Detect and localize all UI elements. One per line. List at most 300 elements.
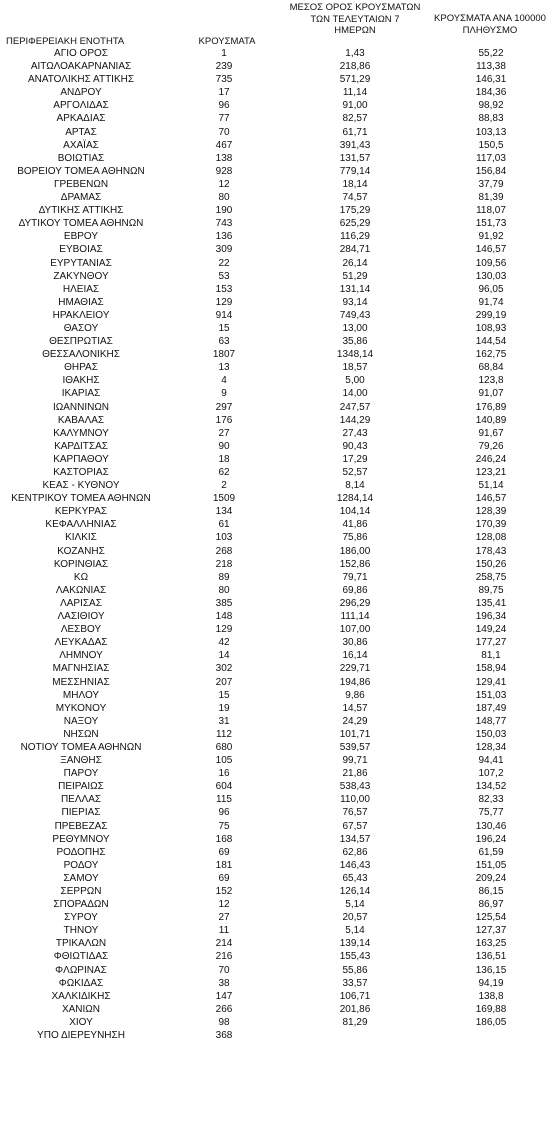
per100k-cell: 127,37: [475, 925, 507, 937]
table-row: [0, 1029, 557, 1042]
avg-cell: 67,57: [342, 820, 368, 832]
cases-cell: 928: [215, 165, 233, 177]
cases-cell: 214: [215, 938, 233, 950]
region-cell: ΝΑΞΟΥ: [63, 715, 99, 727]
cases-cell: 62: [218, 467, 230, 478]
cases-cell: 70: [218, 964, 230, 976]
per100k-cell: 299,19: [475, 309, 507, 321]
region-cell: ΣΕΡΡΩΝ: [60, 886, 102, 897]
region-cell: ΒΟΡΕΙΟΥ ΤΟΜΕΑ ΑΘΗΝΩΝ: [17, 165, 145, 177]
per100k-cell: 258,75: [475, 571, 507, 583]
cases-cell: 61: [218, 519, 230, 531]
table-row: [0, 820, 557, 833]
table-row: [0, 872, 557, 885]
region-cell: ΚΑΡΠΑΘΟΥ: [53, 453, 109, 465]
table-row: [0, 754, 557, 767]
avg-cell: 296,29: [339, 597, 371, 609]
per100k-cell: 88,83: [478, 113, 504, 125]
region-cell: ΚΕΦΑΛΛΗΝΙΑΣ: [45, 519, 117, 531]
table-row: [0, 152, 557, 165]
table-row: [0, 833, 557, 846]
region-cell: ΒΟΙΩΤΙΑΣ: [57, 152, 105, 164]
cases-cell: 138: [215, 152, 233, 164]
table-row: [0, 702, 557, 715]
region-cell: ΜΕΣΣΗΝΙΑΣ: [52, 676, 110, 688]
region-cell: ΠΕΛΛΑΣ: [60, 794, 102, 806]
per100k-cell: 146,31: [475, 74, 507, 86]
region-cell: ΑΧΑΪΑΣ: [63, 139, 99, 151]
region-cell: ΣΑΜΟΥ: [63, 872, 99, 884]
cases-cell: 96: [218, 807, 230, 819]
cases-cell: 735: [215, 74, 233, 86]
table-row: [0, 1016, 557, 1029]
avg-cell: 35,86: [342, 336, 368, 348]
per100k-cell: 91,67: [478, 427, 504, 439]
avg-cell: 11,14: [342, 87, 368, 99]
per100k-cell: 138,8: [478, 990, 504, 1002]
avg-cell: 69,86: [342, 584, 368, 596]
region-cell: ΜΗΛΟΥ: [62, 689, 100, 701]
avg-cell: 175,29: [339, 205, 371, 217]
avg-cell: 144,29: [339, 414, 371, 426]
region-cell: ΚΩ: [73, 571, 89, 583]
region-cell: ΖΑΚΥΝΘΟΥ: [53, 270, 109, 282]
region-cell: ΗΡΑΚΛΕΙΟΥ: [52, 309, 110, 321]
region-cell: ΗΜΑΘΙΑΣ: [58, 296, 104, 308]
avg-cell: 139,14: [339, 938, 371, 950]
table-row: [0, 309, 557, 322]
avg-cell: 24,29: [342, 715, 368, 727]
table-row: [0, 518, 557, 531]
cases-cell: 27: [218, 427, 230, 439]
region-cell: ΚΑΡΔΙΤΣΑΣ: [54, 440, 108, 452]
table-row: [0, 204, 557, 217]
avg-cell: 1348,14: [336, 349, 374, 361]
region-cell: ΜΑΓΝΗΣΙΑΣ: [52, 663, 110, 675]
region-cell: ΑΙΤΩΛΟΑΚΑΡΝΑΝΙΑΣ: [30, 61, 132, 73]
per100k-cell: 94,41: [478, 755, 504, 767]
avg-cell: 5,14: [345, 925, 365, 937]
avg-cell: 101,71: [339, 728, 371, 740]
table-row: [0, 191, 557, 204]
table-row: [0, 479, 557, 492]
region-cell: ΑΡΓΟΛΙΔΑΣ: [53, 100, 109, 112]
per100k-cell: 123,8: [478, 375, 504, 387]
cases-cell: 136: [215, 231, 233, 243]
per100k-cell: 186,05: [475, 1016, 507, 1028]
per100k-cell: 51,14: [478, 480, 504, 492]
region-cell: ΦΩΚΙΔΑΣ: [58, 977, 104, 989]
table-row: [0, 322, 557, 335]
table-row: [0, 361, 557, 374]
region-cell: ΡΕΘΥΜΝΟΥ: [52, 833, 110, 845]
header-per100k-line-2: ΠΛΗΘΥΣΜΟ: [462, 24, 518, 36]
region-cell: ΚΑΣΤΟΡΙΑΣ: [53, 467, 109, 478]
cases-cell: 153: [215, 283, 233, 295]
region-cell: ΥΠΟ ΔΙΕΡΕΥΝΗΣΗ: [37, 1030, 125, 1042]
table-row: [0, 964, 557, 977]
header-cases: ΚΡΟΥΣΜΑΤΑ: [198, 36, 256, 47]
table-row: [0, 427, 557, 440]
avg-cell: 41,86: [342, 519, 368, 531]
region-cell: ΔΥΤΙΚΗΣ ΑΤΤΙΚΗΣ: [38, 205, 124, 217]
region-cell: ΧΑΛΚΙΔΙΚΗΣ: [51, 990, 111, 1002]
header-7day-average: [285, 2, 425, 37]
avg-cell: 539,57: [339, 741, 371, 753]
cases-cell: 98: [218, 1016, 230, 1028]
avg-cell: 111,14: [340, 611, 370, 623]
table-row: [0, 505, 557, 518]
avg-cell: 247,57: [339, 401, 371, 413]
avg-cell: 284,71: [339, 244, 371, 256]
table-row: [0, 846, 557, 859]
per100k-cell: 125,54: [475, 912, 507, 924]
cases-cell: 19: [218, 702, 230, 714]
region-cell: ΛΑΡΙΣΑΣ: [60, 597, 102, 609]
per100k-cell: 162,75: [475, 349, 507, 361]
per100k-cell: 89,75: [478, 584, 504, 596]
avg-cell: 131,14: [339, 283, 371, 295]
avg-cell: 81,29: [342, 1016, 368, 1028]
region-cell: ΘΕΣΣΑΛΟΝΙΚΗΣ: [42, 349, 120, 361]
region-cell: ΚΕΡΚΥΡΑΣ: [54, 506, 108, 518]
cases-cell: 16: [218, 768, 230, 780]
cases-cell: 80: [218, 192, 230, 204]
region-cell: ΚΟΡΙΝΘΙΑΣ: [53, 558, 109, 570]
header-avg-line-2: ΤΩΝ ΤΕΛΕΥΤΑΙΩΝ 7: [310, 13, 400, 25]
avg-cell: 625,29: [339, 218, 371, 230]
region-cell: ΑΡΚΑΔΙΑΣ: [56, 113, 106, 125]
table-row: [0, 715, 557, 728]
cases-cell: 218: [215, 558, 233, 570]
avg-cell: 116,29: [340, 231, 370, 243]
table-row: [0, 73, 557, 86]
table-row: [0, 47, 557, 60]
region-cell: ΚΑΛΥΜΝΟΥ: [53, 427, 109, 439]
region-cell: ΕΥΒΟΙΑΣ: [59, 244, 103, 256]
per100k-cell: 151,03: [475, 689, 507, 701]
cases-cell: 63: [218, 336, 230, 348]
cases-cell: 2: [221, 480, 227, 492]
table-body: [0, 47, 557, 1042]
per100k-cell: 91,07: [478, 388, 504, 400]
table-row: [0, 689, 557, 702]
table-row: [0, 1003, 557, 1016]
cases-cell: 14: [218, 650, 230, 662]
cases-cell: 680: [215, 741, 233, 753]
avg-cell: 62,86: [342, 846, 368, 858]
cases-cell: 152: [215, 886, 233, 897]
region-cell: ΘΕΣΠΡΩΤΙΑΣ: [49, 336, 113, 348]
avg-cell: 779,14: [339, 165, 371, 177]
region-cell: ΙΘΑΚΗΣ: [62, 375, 100, 387]
per100k-cell: 103,13: [475, 126, 507, 138]
cases-cell: 302: [215, 663, 233, 675]
table-row: [0, 466, 557, 479]
cases-cell: 115: [216, 794, 232, 806]
table-row: [0, 728, 557, 741]
table-row: [0, 492, 557, 505]
cases-cell: 266: [215, 1003, 233, 1015]
avg-cell: 18,57: [342, 362, 368, 374]
per100k-cell: 177,27: [475, 637, 507, 649]
table-row: [0, 335, 557, 348]
header-per100k-line-1: ΚΡΟΥΣΜΑΤΑ ΑΝΑ 100000: [434, 13, 546, 24]
avg-cell: 1,43: [345, 48, 365, 59]
avg-cell: 90,43: [342, 440, 368, 452]
region-cell: ΜΥΚΟΝΟΥ: [55, 702, 107, 714]
cases-cell: 368: [215, 1030, 233, 1042]
region-cell: ΔΥΤΙΚΟΥ ΤΟΜΕΑ ΑΘΗΝΩΝ: [18, 218, 144, 230]
table-row: [0, 741, 557, 754]
per100k-cell: 150,26: [475, 558, 507, 570]
cases-cell: 90: [218, 440, 230, 452]
cases-cell: 103: [215, 532, 233, 544]
cases-cell: 9: [221, 388, 227, 400]
region-cell: ΧΑΝΙΩΝ: [61, 1003, 101, 1015]
table-row: [0, 414, 557, 427]
table-row: [0, 885, 557, 898]
avg-cell: 1284,14: [336, 493, 374, 505]
per100k-cell: 55,22: [478, 48, 504, 59]
cases-cell: 168: [215, 833, 233, 845]
region-cell: ΠΡΕΒΕΖΑΣ: [54, 820, 108, 832]
table-row: [0, 898, 557, 911]
cases-cell: 22: [218, 257, 230, 269]
avg-cell: 16,14: [342, 650, 368, 662]
table-row: [0, 283, 557, 296]
per100k-cell: 150,03: [475, 728, 507, 740]
per100k-cell: 146,57: [475, 244, 507, 256]
region-cell: ΑΓΙΟ ΟΡΟΣ: [54, 48, 108, 59]
cases-cell: 181: [215, 859, 233, 871]
region-cell: ΣΥΡΟΥ: [64, 912, 98, 924]
region-cell: ΑΝΔΡΟΥ: [60, 87, 102, 99]
cases-cell: 12: [218, 178, 230, 190]
table-row: [0, 139, 557, 152]
per100k-cell: 246,24: [475, 453, 507, 465]
cases-cell: 1509: [212, 493, 236, 505]
per100k-cell: 136,15: [475, 964, 507, 976]
avg-cell: 126,14: [339, 886, 371, 897]
region-cell: ΚΕΑΣ - ΚΥΘΝΟΥ: [42, 480, 120, 492]
per100k-cell: 176,89: [475, 401, 507, 413]
table-row: [0, 348, 557, 361]
per100k-cell: 163,25: [475, 938, 507, 950]
table-row: [0, 112, 557, 125]
avg-cell: 9,86: [345, 689, 365, 701]
per100k-cell: 118,07: [476, 205, 506, 217]
per100k-cell: 178,43: [475, 545, 507, 557]
cases-cell: 743: [215, 218, 233, 230]
cases-cell: 268: [215, 545, 233, 557]
cases-cell: 17: [218, 87, 230, 99]
avg-cell: 14,00: [342, 388, 368, 400]
table-row: [0, 401, 557, 414]
cases-cell: 42: [218, 637, 230, 649]
table-row: [0, 597, 557, 610]
avg-cell: 106,71: [339, 990, 371, 1002]
table-header: [0, 0, 557, 47]
avg-cell: 79,71: [342, 571, 368, 583]
per100k-cell: 81,1: [481, 650, 501, 662]
region-cell: ΤΗΝΟΥ: [63, 925, 99, 937]
per100k-cell: 135,41: [475, 597, 507, 609]
region-cell: ΕΥΡΥΤΑΝΙΑΣ: [50, 257, 112, 269]
per100k-cell: 149,24: [475, 624, 507, 636]
avg-cell: 26,14: [342, 257, 368, 269]
per100k-cell: 107,2: [478, 768, 504, 780]
per100k-cell: 151,73: [475, 218, 507, 230]
avg-cell: 52,57: [342, 467, 368, 478]
table-row: [0, 387, 557, 400]
avg-cell: 146,43: [339, 859, 371, 871]
per100k-cell: 117,03: [476, 152, 506, 164]
avg-cell: 30,86: [342, 637, 368, 649]
per100k-cell: 68,84: [478, 362, 504, 374]
avg-cell: 538,43: [339, 781, 371, 793]
avg-cell: 134,57: [339, 833, 371, 845]
table-row: [0, 636, 557, 649]
region-cell: ΦΘΙΩΤΙΔΑΣ: [53, 951, 109, 963]
table-row: [0, 937, 557, 950]
cases-cell: 77: [218, 113, 230, 125]
table-row: [0, 178, 557, 191]
cases-cell: 148: [215, 611, 233, 623]
region-cell: ΘΗΡΑΣ: [64, 362, 98, 374]
region-cell: ΑΝΑΤΟΛΙΚΗΣ ΑΤΤΙΚΗΣ: [27, 74, 135, 86]
table-row: [0, 780, 557, 793]
per100k-cell: 148,77: [475, 715, 507, 727]
avg-cell: 74,57: [342, 192, 368, 204]
table-row: [0, 859, 557, 872]
cases-cell: 105: [215, 755, 233, 767]
avg-cell: 5,14: [345, 899, 365, 911]
region-cell: ΡΟΔΟΠΗΣ: [56, 846, 106, 858]
per100k-cell: 134,52: [475, 781, 507, 793]
table-row: [0, 793, 557, 806]
region-cell: ΑΡΤΑΣ: [65, 126, 97, 138]
per100k-cell: 169,88: [475, 1003, 507, 1015]
region-cell: ΙΚΑΡΙΑΣ: [61, 388, 101, 400]
avg-cell: 229,71: [339, 663, 371, 675]
table-row: [0, 649, 557, 662]
table-row: [0, 217, 557, 230]
cases-cell: 70: [218, 126, 230, 138]
table-row: [0, 270, 557, 283]
per100k-cell: 130,46: [475, 820, 507, 832]
table-row: [0, 662, 557, 675]
table-row: [0, 126, 557, 139]
per100k-cell: 150,5: [478, 139, 504, 151]
avg-cell: 33,57: [342, 977, 368, 989]
cases-cell: 69: [218, 872, 230, 884]
per100k-cell: 123,21: [475, 467, 507, 478]
cases-cell: 176: [215, 414, 233, 426]
per100k-cell: 130,03: [475, 270, 507, 282]
cases-cell: 1807: [212, 349, 236, 361]
cases-cell: 385: [215, 597, 233, 609]
avg-cell: 152,86: [339, 558, 371, 570]
table-row: [0, 911, 557, 924]
region-cell: ΦΛΩΡΙΝΑΣ: [55, 964, 107, 976]
per100k-cell: 209,24: [475, 872, 507, 884]
region-cell: ΔΡΑΜΑΣ: [60, 192, 102, 204]
per100k-cell: 146,57: [475, 493, 507, 505]
per100k-cell: 113,38: [476, 61, 506, 73]
per100k-cell: 61,59: [478, 846, 504, 858]
avg-cell: 51,29: [342, 270, 368, 282]
cases-cell: 31: [218, 715, 230, 727]
avg-cell: 571,29: [339, 74, 371, 86]
header-avg-line-3: ΗΜΕΡΩΝ: [334, 25, 376, 36]
table-row: [0, 623, 557, 636]
per100k-cell: 37,79: [478, 178, 504, 190]
per100k-cell: 108,93: [475, 322, 507, 334]
cases-cell: 15: [218, 689, 230, 701]
cases-cell: 190: [215, 205, 233, 217]
table-row: [0, 99, 557, 112]
table-row: [0, 453, 557, 466]
table-row: [0, 990, 557, 1003]
table-row: [0, 676, 557, 689]
region-cell: ΤΡΙΚΑΛΩΝ: [55, 938, 107, 950]
region-cell: ΙΩΑΝΝΙΝΩΝ: [52, 401, 110, 413]
table-row: [0, 374, 557, 387]
avg-cell: 391,43: [339, 139, 371, 151]
avg-cell: 186,00: [339, 545, 371, 557]
table-row: [0, 767, 557, 780]
region-cell: ΠΕΙΡΑΙΩΣ: [58, 781, 104, 793]
cases-cell: 80: [218, 584, 230, 596]
table-row: [0, 924, 557, 937]
cases-cell: 216: [215, 951, 233, 963]
region-cell: ΧΙΟΥ: [69, 1016, 93, 1028]
table-row: [0, 86, 557, 99]
avg-cell: 131,57: [339, 152, 371, 164]
region-cell: ΚΑΒΑΛΑΣ: [57, 414, 105, 426]
cases-cell: 914: [215, 309, 233, 321]
table-row: [0, 60, 557, 73]
per100k-cell: 156,84: [475, 165, 507, 177]
region-cell: ΚΟΖΑΝΗΣ: [57, 545, 105, 557]
per100k-cell: 158,94: [475, 663, 507, 675]
avg-cell: 13,00: [342, 322, 368, 334]
per100k-cell: 82,33: [478, 794, 504, 806]
avg-cell: 8,14: [345, 480, 365, 492]
region-cell: ΛΕΣΒΟΥ: [60, 624, 102, 636]
table-row: [0, 950, 557, 963]
per100k-cell: 136,51: [475, 951, 507, 963]
per100k-cell: 128,08: [475, 532, 507, 544]
per100k-cell: 98,92: [478, 100, 504, 112]
cases-cell: 467: [215, 139, 233, 151]
region-cell: ΛΑΚΩΝΙΑΣ: [55, 584, 107, 596]
cases-cell: 15: [218, 322, 230, 334]
per100k-cell: 91,92: [478, 231, 504, 243]
avg-cell: 91,00: [342, 100, 368, 112]
avg-cell: 76,57: [342, 807, 368, 819]
cases-cell: 147: [215, 990, 233, 1002]
avg-cell: 55,86: [342, 964, 368, 976]
region-cell: ΚΕΝΤΡΙΚΟΥ ΤΟΜΕΑ ΑΘΗΝΩΝ: [11, 493, 151, 505]
cases-cell: 27: [218, 912, 230, 924]
region-cell: ΝΟΤΙΟΥ ΤΟΜΕΑ ΑΘΗΝΩΝ: [20, 741, 142, 753]
avg-cell: 18,14: [342, 178, 368, 190]
table-row: [0, 257, 557, 270]
table-row: [0, 806, 557, 819]
avg-cell: 749,43: [339, 309, 371, 321]
